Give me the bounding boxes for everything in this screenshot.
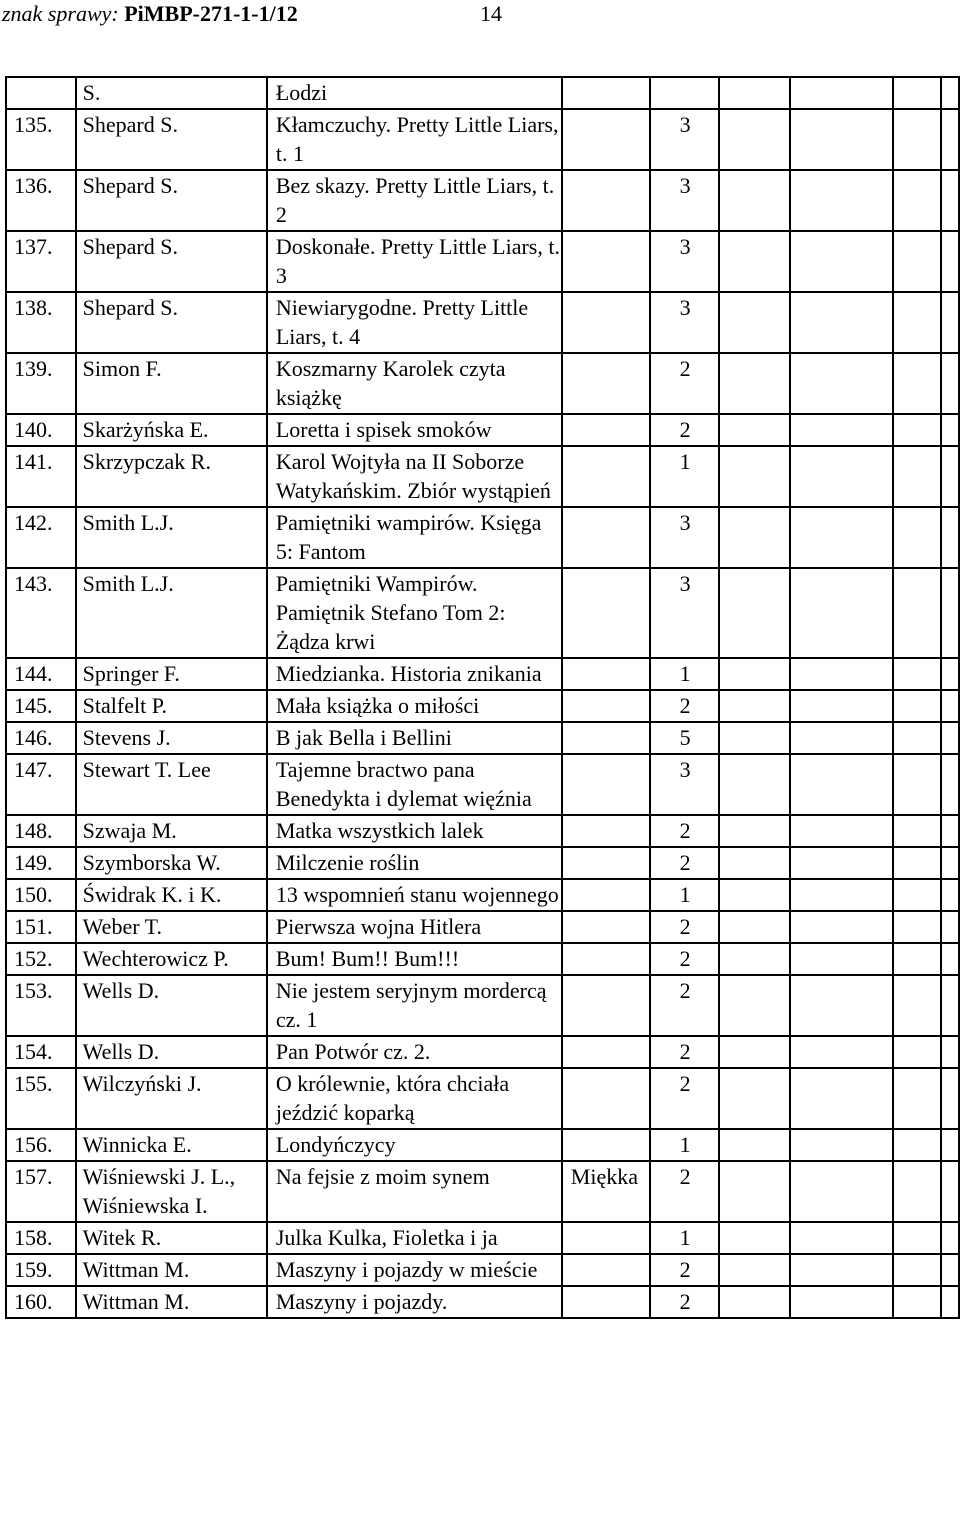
- cover-cell: [562, 507, 650, 568]
- empty-cell: [790, 911, 893, 943]
- empty-cell: [893, 414, 941, 446]
- row-number: 149.: [6, 847, 76, 879]
- title-cell: Nie jestem seryjnym mordercą cz. 1: [267, 975, 562, 1036]
- author-cell: Wechterowicz P.: [76, 943, 267, 975]
- row-number: 158.: [6, 1222, 76, 1254]
- empty-cell: [941, 1286, 959, 1318]
- empty-cell: [790, 1254, 893, 1286]
- case-code: PiMBP-271-1-1/12: [124, 1, 298, 26]
- quantity-cell: 1: [650, 658, 720, 690]
- title-cell: Bez skazy. Pretty Little Liars, t. 2: [267, 170, 562, 231]
- cover-cell: [562, 170, 650, 231]
- title-cell: Kłamczuchy. Pretty Little Liars, t. 1: [267, 109, 562, 170]
- row-number: 148.: [6, 815, 76, 847]
- empty-cell: [790, 658, 893, 690]
- empty-cell: [893, 568, 941, 658]
- row-number: 145.: [6, 690, 76, 722]
- empty-cell: [719, 292, 790, 353]
- cover-cell: [562, 1254, 650, 1286]
- page-header: [2, 0, 502, 28]
- empty-cell: [941, 911, 959, 943]
- title-cell: Pierwsza wojna Hitlera: [267, 911, 562, 943]
- empty-cell: [790, 690, 893, 722]
- row-number: 138.: [6, 292, 76, 353]
- empty-cell: [719, 568, 790, 658]
- empty-cell: [941, 109, 959, 170]
- row-number: 160.: [6, 1286, 76, 1318]
- empty-cell: [893, 170, 941, 231]
- empty-cell: [941, 943, 959, 975]
- cover-cell: [562, 109, 650, 170]
- row-number: 141.: [6, 446, 76, 507]
- quantity-cell: 5: [650, 722, 720, 754]
- empty-cell: [941, 1222, 959, 1254]
- author-cell: Wittman M.: [76, 1254, 267, 1286]
- author-cell: Świdrak K. i K.: [76, 879, 267, 911]
- author-cell: Shepard S.: [76, 292, 267, 353]
- row-number: 140.: [6, 414, 76, 446]
- empty-cell: [790, 507, 893, 568]
- quantity-cell: 2: [650, 414, 720, 446]
- empty-cell: [893, 815, 941, 847]
- empty-cell: [790, 77, 893, 109]
- empty-cell: [941, 1068, 959, 1129]
- empty-cell: [941, 815, 959, 847]
- cover-cell: [562, 879, 650, 911]
- author-cell: Stevens J.: [76, 722, 267, 754]
- title-cell: O królewnie, która chciała jeździć koparką: [267, 1068, 562, 1129]
- table-row: [6, 879, 959, 911]
- title-cell: Loretta i spisek smoków: [267, 414, 562, 446]
- empty-cell: [790, 943, 893, 975]
- empty-cell: [790, 292, 893, 353]
- row-number: 153.: [6, 975, 76, 1036]
- cover-cell: [562, 1286, 650, 1318]
- page-number: 14: [480, 1, 502, 26]
- author-cell: Skrzypczak R.: [76, 446, 267, 507]
- table-row: [6, 109, 959, 170]
- author-cell: Simon F.: [76, 353, 267, 414]
- table-row: [6, 658, 959, 690]
- cover-cell: [562, 292, 650, 353]
- empty-cell: [719, 1222, 790, 1254]
- cover-cell: [562, 943, 650, 975]
- quantity-cell: 3: [650, 231, 720, 292]
- quantity-cell: 2: [650, 1254, 720, 1286]
- cover-cell: [562, 1068, 650, 1129]
- cover-cell: [562, 690, 650, 722]
- row-number: 151.: [6, 911, 76, 943]
- empty-cell: [893, 690, 941, 722]
- empty-cell: [941, 77, 959, 109]
- empty-cell: [790, 847, 893, 879]
- empty-cell: [790, 446, 893, 507]
- table-row: [6, 170, 959, 231]
- empty-cell: [893, 353, 941, 414]
- empty-cell: [719, 943, 790, 975]
- empty-cell: [719, 446, 790, 507]
- table-row: [6, 1036, 959, 1068]
- empty-cell: [941, 975, 959, 1036]
- empty-cell: [893, 911, 941, 943]
- empty-cell: [893, 1286, 941, 1318]
- empty-cell: [719, 170, 790, 231]
- table-body: [6, 77, 959, 1318]
- row-number: 146.: [6, 722, 76, 754]
- title-cell: Mała książka o miłości: [267, 690, 562, 722]
- quantity-cell: 2: [650, 975, 720, 1036]
- author-cell: Skarżyńska E.: [76, 414, 267, 446]
- empty-cell: [941, 568, 959, 658]
- empty-cell: [893, 975, 941, 1036]
- empty-cell: [941, 1036, 959, 1068]
- table-row: [6, 507, 959, 568]
- quantity-cell: 2: [650, 911, 720, 943]
- quantity-cell: 2: [650, 847, 720, 879]
- empty-cell: [790, 975, 893, 1036]
- empty-cell: [790, 1129, 893, 1161]
- quantity-cell: 2: [650, 1161, 720, 1222]
- empty-cell: [790, 1161, 893, 1222]
- quantity-cell: 2: [650, 690, 720, 722]
- empty-cell: [719, 975, 790, 1036]
- empty-cell: [893, 507, 941, 568]
- empty-cell: [790, 1068, 893, 1129]
- table-row: [6, 1129, 959, 1161]
- row-number: 143.: [6, 568, 76, 658]
- empty-cell: [893, 1129, 941, 1161]
- table-row: [6, 690, 959, 722]
- title-cell: Londyńczycy: [267, 1129, 562, 1161]
- empty-cell: [893, 1222, 941, 1254]
- empty-cell: [893, 722, 941, 754]
- cover-cell: [562, 568, 650, 658]
- quantity-cell: 3: [650, 568, 720, 658]
- empty-cell: [719, 353, 790, 414]
- author-cell: Stalfelt P.: [76, 690, 267, 722]
- empty-cell: [719, 1036, 790, 1068]
- empty-cell: [719, 1161, 790, 1222]
- cover-cell: [562, 1036, 650, 1068]
- author-cell: Springer F.: [76, 658, 267, 690]
- empty-cell: [941, 231, 959, 292]
- empty-cell: [790, 722, 893, 754]
- empty-cell: [719, 1068, 790, 1129]
- row-number: 135.: [6, 109, 76, 170]
- table-row: [6, 568, 959, 658]
- cover-cell: Miękka: [562, 1161, 650, 1222]
- author-cell: Wells D.: [76, 975, 267, 1036]
- table-row: [6, 1254, 959, 1286]
- quantity-cell: 2: [650, 815, 720, 847]
- title-cell: Doskonałe. Pretty Little Liars, t. 3: [267, 231, 562, 292]
- empty-cell: [719, 815, 790, 847]
- table-row: [6, 722, 959, 754]
- case-label: znak sprawy:: [2, 1, 125, 26]
- empty-cell: [893, 77, 941, 109]
- empty-cell: [941, 847, 959, 879]
- table-row: [6, 943, 959, 975]
- table-row: [6, 1286, 959, 1318]
- cover-cell: [562, 911, 650, 943]
- title-cell: Tajemne bractwo pana Benedykta i dylemat więźnia: [267, 754, 562, 815]
- cover-cell: [562, 1129, 650, 1161]
- row-number: 147.: [6, 754, 76, 815]
- empty-cell: [719, 109, 790, 170]
- table-row: [6, 231, 959, 292]
- title-cell: B jak Bella i Bellini: [267, 722, 562, 754]
- row-number: 144.: [6, 658, 76, 690]
- row-number: 156.: [6, 1129, 76, 1161]
- quantity-cell: 3: [650, 292, 720, 353]
- table-row: [6, 414, 959, 446]
- empty-cell: [941, 754, 959, 815]
- cover-cell: [562, 414, 650, 446]
- empty-cell: [893, 943, 941, 975]
- empty-cell: [893, 879, 941, 911]
- empty-cell: [719, 911, 790, 943]
- empty-cell: [941, 658, 959, 690]
- empty-cell: [790, 879, 893, 911]
- title-cell: 13 wspomnień stanu wojennego: [267, 879, 562, 911]
- empty-cell: [790, 170, 893, 231]
- row-number: 155.: [6, 1068, 76, 1129]
- empty-cell: [941, 353, 959, 414]
- empty-cell: [719, 690, 790, 722]
- row-number: 139.: [6, 353, 76, 414]
- author-cell: S.: [76, 77, 267, 109]
- title-cell: Na fejsie z moim synem: [267, 1161, 562, 1222]
- title-cell: Niewiarygodne. Pretty Little Liars, t. 4: [267, 292, 562, 353]
- title-cell: Matka wszystkich lalek: [267, 815, 562, 847]
- empty-cell: [790, 1222, 893, 1254]
- author-cell: Winnicka E.: [76, 1129, 267, 1161]
- cover-cell: [562, 446, 650, 507]
- empty-cell: [893, 1036, 941, 1068]
- author-cell: Szwaja M.: [76, 815, 267, 847]
- empty-cell: [719, 1286, 790, 1318]
- row-number: 159.: [6, 1254, 76, 1286]
- quantity-cell: 1: [650, 1222, 720, 1254]
- quantity-cell: 1: [650, 446, 720, 507]
- empty-cell: [941, 1161, 959, 1222]
- empty-cell: [893, 446, 941, 507]
- quantity-cell: 2: [650, 353, 720, 414]
- author-cell: Szymborska W.: [76, 847, 267, 879]
- quantity-cell: 3: [650, 170, 720, 231]
- empty-cell: [719, 231, 790, 292]
- empty-cell: [719, 1254, 790, 1286]
- empty-cell: [941, 722, 959, 754]
- empty-cell: [719, 722, 790, 754]
- empty-cell: [893, 1068, 941, 1129]
- empty-cell: [790, 109, 893, 170]
- empty-cell: [941, 292, 959, 353]
- book-list-table: [5, 76, 960, 1319]
- quantity-cell: 2: [650, 1036, 720, 1068]
- quantity-cell: 2: [650, 1068, 720, 1129]
- empty-cell: [941, 170, 959, 231]
- empty-cell: [893, 231, 941, 292]
- row-number: 152.: [6, 943, 76, 975]
- author-cell: Shepard S.: [76, 170, 267, 231]
- empty-cell: [893, 754, 941, 815]
- author-cell: Shepard S.: [76, 231, 267, 292]
- table-row: [6, 815, 959, 847]
- cover-cell: [562, 975, 650, 1036]
- empty-cell: [941, 414, 959, 446]
- empty-cell: [719, 77, 790, 109]
- table-row: [6, 1068, 959, 1129]
- empty-cell: [719, 754, 790, 815]
- cover-cell: [562, 815, 650, 847]
- empty-cell: [941, 690, 959, 722]
- empty-cell: [719, 414, 790, 446]
- table-row: [6, 446, 959, 507]
- quantity-cell: 2: [650, 943, 720, 975]
- author-cell: Witek R.: [76, 1222, 267, 1254]
- table-row: [6, 353, 959, 414]
- title-cell: Pamiętniki Wampirów. Pamiętnik Stefano Tom 2: Żądza krwi: [267, 568, 562, 658]
- empty-cell: [941, 879, 959, 911]
- row-number: 142.: [6, 507, 76, 568]
- quantity-cell: 3: [650, 754, 720, 815]
- cover-cell: [562, 353, 650, 414]
- title-cell: Pamiętniki wampirów. Księga 5: Fantom: [267, 507, 562, 568]
- table-row: [6, 847, 959, 879]
- empty-cell: [941, 1254, 959, 1286]
- cover-cell: [562, 722, 650, 754]
- title-cell: Miedzianka. Historia znikania: [267, 658, 562, 690]
- author-cell: Wiśniewski J. L., Wiśniewska I.: [76, 1161, 267, 1222]
- empty-cell: [941, 507, 959, 568]
- quantity-cell: 3: [650, 109, 720, 170]
- author-cell: Smith L.J.: [76, 507, 267, 568]
- empty-cell: [790, 414, 893, 446]
- author-cell: Weber T.: [76, 911, 267, 943]
- empty-cell: [719, 658, 790, 690]
- cover-cell: [562, 847, 650, 879]
- cover-cell: [562, 1222, 650, 1254]
- empty-cell: [790, 754, 893, 815]
- author-cell: Shepard S.: [76, 109, 267, 170]
- title-cell: Bum! Bum!! Bum!!!: [267, 943, 562, 975]
- empty-cell: [790, 815, 893, 847]
- table-row: [6, 292, 959, 353]
- quantity-cell: 3: [650, 507, 720, 568]
- table-row: [6, 975, 959, 1036]
- title-cell: Koszmarny Karolek czyta książkę: [267, 353, 562, 414]
- empty-cell: [790, 568, 893, 658]
- empty-cell: [893, 1161, 941, 1222]
- empty-cell: [893, 292, 941, 353]
- author-cell: Stewart T. Lee: [76, 754, 267, 815]
- title-cell: Maszyny i pojazdy w mieście: [267, 1254, 562, 1286]
- empty-cell: [719, 507, 790, 568]
- cover-cell: [562, 754, 650, 815]
- row-number: 137.: [6, 231, 76, 292]
- empty-cell: [719, 847, 790, 879]
- table-row: [6, 1222, 959, 1254]
- row-number: 157.: [6, 1161, 76, 1222]
- quantity-cell: 1: [650, 879, 720, 911]
- title-cell: Łodzi: [267, 77, 562, 109]
- empty-cell: [719, 879, 790, 911]
- empty-cell: [893, 1254, 941, 1286]
- empty-cell: [893, 847, 941, 879]
- author-cell: Wells D.: [76, 1036, 267, 1068]
- title-cell: Pan Potwór cz. 2.: [267, 1036, 562, 1068]
- quantity-cell: [650, 77, 720, 109]
- row-number: 154.: [6, 1036, 76, 1068]
- empty-cell: [893, 109, 941, 170]
- cover-cell: [562, 658, 650, 690]
- table-row: [6, 754, 959, 815]
- empty-cell: [893, 658, 941, 690]
- cover-cell: [562, 77, 650, 109]
- row-number: [6, 77, 76, 109]
- empty-cell: [790, 1286, 893, 1318]
- title-cell: Karol Wojtyła na II Soborze Watykańskim. Zbiór wystąpień: [267, 446, 562, 507]
- cover-cell: [562, 231, 650, 292]
- empty-cell: [941, 446, 959, 507]
- title-cell: Milczenie roślin: [267, 847, 562, 879]
- row-number: 136.: [6, 170, 76, 231]
- author-cell: Wilczyński J.: [76, 1068, 267, 1129]
- author-cell: Wittman M.: [76, 1286, 267, 1318]
- empty-cell: [941, 1129, 959, 1161]
- table-row: [6, 911, 959, 943]
- table-row: [6, 77, 959, 109]
- empty-cell: [790, 1036, 893, 1068]
- quantity-cell: 1: [650, 1129, 720, 1161]
- empty-cell: [790, 353, 893, 414]
- row-number: 150.: [6, 879, 76, 911]
- title-cell: Julka Kulka, Fioletka i ja: [267, 1222, 562, 1254]
- quantity-cell: 2: [650, 1286, 720, 1318]
- empty-cell: [719, 1129, 790, 1161]
- table-row: [6, 1161, 959, 1222]
- empty-cell: [790, 231, 893, 292]
- title-cell: Maszyny i pojazdy.: [267, 1286, 562, 1318]
- author-cell: Smith L.J.: [76, 568, 267, 658]
